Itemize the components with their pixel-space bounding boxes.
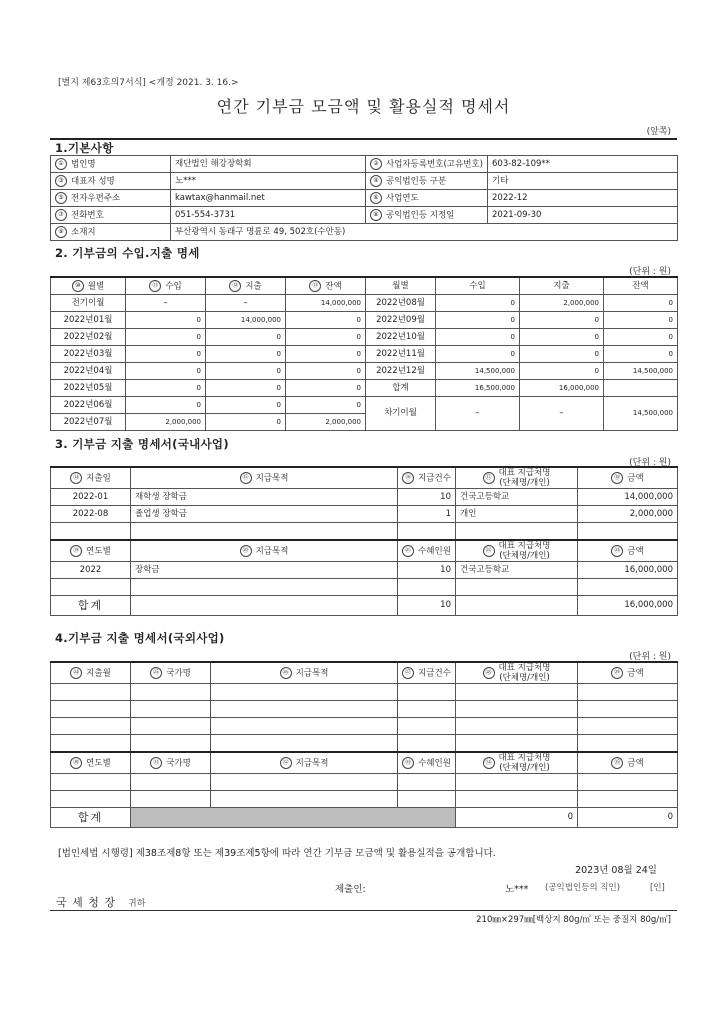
header-label: 금액	[627, 473, 644, 484]
balance-cell: 14,000,000	[286, 295, 366, 312]
item-number: ㉘	[483, 667, 495, 679]
income-cell: 2,000,000	[126, 414, 206, 431]
label-text: 소재지	[71, 227, 96, 238]
item-number: ③	[55, 175, 67, 187]
field-label	[51, 207, 171, 224]
month-cell: 2022년06월	[51, 397, 126, 414]
item-number: ⑲	[70, 545, 82, 557]
col-amount	[578, 752, 678, 774]
header-sublabel: (단체명/개인)	[499, 478, 550, 488]
label-text: 대표자 성명	[71, 176, 115, 187]
header-label: 금액	[627, 668, 644, 679]
item-number: ⑮	[240, 472, 252, 484]
col-payee	[456, 467, 578, 489]
col-amount	[578, 662, 678, 684]
header-label: 지급건수	[418, 668, 451, 679]
field-label	[51, 173, 171, 190]
payee-cell: 건국고등학교	[456, 562, 578, 579]
month-cell: 2022년05월	[51, 380, 126, 397]
purpose-cell: 재학생 장학금	[131, 489, 398, 506]
section2-unit: (단위 : 원)	[629, 267, 671, 277]
expense-cell: 0	[206, 414, 286, 431]
total-count: 10	[398, 596, 456, 616]
empty-row	[51, 684, 678, 701]
expense-cell: 2,000,000	[520, 295, 604, 312]
income-cell: –	[436, 397, 520, 431]
item-number: ⑦	[55, 209, 67, 221]
header-label: 지출	[245, 281, 262, 292]
col-date	[51, 467, 131, 489]
field-label	[51, 224, 171, 241]
expense-cell: 0	[206, 397, 286, 414]
balance-cell: 0	[604, 312, 678, 329]
item-number: ㉑	[402, 545, 414, 557]
header-sublabel: (단체명/개인)	[499, 763, 550, 773]
month-cell: 2022년03월	[51, 346, 126, 363]
month-cell: 2022년11월	[366, 346, 436, 363]
info-row	[51, 173, 678, 190]
month-cell: 2022년07월	[51, 414, 126, 431]
label-text: 법인명	[71, 159, 96, 170]
header-label: 잔액	[325, 281, 342, 292]
form-code: [별지 제63호의7서식] <개정 2021. 3. 16.>	[58, 78, 239, 88]
item-number: ㉛	[150, 757, 162, 769]
col-purpose	[131, 540, 398, 562]
header-sublabel: (단체명/개인)	[499, 551, 550, 561]
month-cell: 2022년01월	[51, 312, 126, 329]
header-label: 대표 지급처명	[498, 663, 551, 673]
item-number: ㉜	[280, 757, 292, 769]
table-row	[51, 346, 678, 363]
field-label	[366, 156, 488, 173]
item-number: ㉖	[280, 667, 292, 679]
balance-cell: 0	[286, 346, 366, 363]
empty-row	[51, 774, 678, 791]
total-row	[51, 596, 678, 616]
empty-row	[51, 523, 678, 541]
submitter-label: 제출인:	[335, 884, 366, 895]
item-number: ⑨	[55, 226, 67, 238]
empty-row	[51, 701, 678, 718]
item-number: ㉒	[483, 545, 495, 557]
col-purpose	[211, 752, 398, 774]
table-header-row	[51, 662, 678, 684]
field-label	[366, 207, 488, 224]
item-number: ㉙	[611, 667, 623, 679]
amount-cell: 14,000,000	[578, 489, 678, 506]
table-header-row	[51, 540, 678, 562]
expense-cell: 0	[206, 363, 286, 380]
section3-unit: (단위 : 원)	[629, 458, 671, 468]
address-row	[51, 224, 678, 241]
label-text: 사업자등록번호(고유번호)	[386, 159, 483, 170]
item-number: ⑤	[55, 192, 67, 204]
legal-basis: [법인세법 시행령] 제38조제8항 또는 제39조제5항에 따라 연간 기부금 모금액 및 활용실적을 공개합니다.	[58, 848, 496, 859]
header-label: 대표 지급처명	[498, 468, 551, 478]
balance-cell: 0	[604, 346, 678, 363]
field-label	[51, 156, 171, 173]
label-text: 공익법인등 구분	[386, 176, 447, 187]
label-text: 전자우편주소	[71, 193, 121, 204]
income-cell: 0	[436, 295, 520, 312]
year-cell: 2022	[51, 562, 131, 579]
header-label: 지출일	[86, 473, 111, 484]
balance-cell	[604, 380, 678, 397]
empty-row	[51, 735, 678, 753]
balance-cell: 0	[604, 295, 678, 312]
col-income	[126, 277, 206, 295]
item-number: ⑫	[229, 280, 241, 292]
balance-cell: 0	[604, 329, 678, 346]
field-value: 2022-12	[488, 190, 678, 207]
income-cell: 0	[436, 312, 520, 329]
submit-date: 2023년 08월 24일	[575, 865, 657, 876]
field-value: kawtax@hanmail.net	[171, 190, 366, 207]
income-cell: 14,500,000	[436, 363, 520, 380]
month-cell: 2022년04월	[51, 363, 126, 380]
item-number: ⑩	[72, 280, 84, 292]
header-label: 대표 지급처명	[498, 541, 551, 551]
col-year	[51, 752, 131, 774]
table-row	[51, 397, 678, 414]
col-year	[51, 540, 131, 562]
payee-cell: 건국고등학교	[456, 489, 578, 506]
amount-cell: 2,000,000	[578, 506, 678, 523]
date-cell: 2022-01	[51, 489, 131, 506]
amount-cell: 16,000,000	[578, 562, 678, 579]
purpose-cell: 장학금	[131, 562, 398, 579]
header-label: 월별	[87, 281, 105, 292]
month-cell: 전기이월	[51, 295, 126, 312]
income-cell: 0	[436, 329, 520, 346]
field-label	[366, 173, 488, 190]
month-cell: 2022년12월	[366, 363, 436, 380]
col-balance	[286, 277, 366, 295]
item-number: ⑧	[370, 209, 382, 221]
col-expense	[206, 277, 286, 295]
table-row	[51, 312, 678, 329]
income-cell: 0	[436, 346, 520, 363]
field-value: 2021-09-30	[488, 207, 678, 224]
col-count	[398, 467, 456, 489]
col-recipients	[398, 540, 456, 562]
col-country	[131, 752, 211, 774]
expense-cell: 14,000,000	[206, 312, 286, 329]
col-purpose	[211, 662, 398, 684]
col-balance-2: 잔액	[604, 277, 678, 295]
total-label: 합계	[51, 808, 131, 828]
col-amount	[578, 540, 678, 562]
front-label: (앞쪽)	[646, 127, 671, 137]
col-recipients	[398, 752, 456, 774]
header-label: 연도별	[86, 758, 111, 769]
expense-cell: 0	[206, 329, 286, 346]
total-row	[51, 808, 678, 828]
balance-cell: 0	[286, 380, 366, 397]
item-number: ㉞	[483, 757, 495, 769]
header-label: 지출월	[86, 668, 111, 679]
empty-row	[51, 791, 678, 808]
item-number: ⑬	[309, 280, 321, 292]
field-value: 기타	[488, 173, 678, 190]
section2-title: 2. 기부금의 수입.지출 명세	[55, 246, 200, 260]
expense-cell: –	[206, 295, 286, 312]
addressee: 국 세 청 장	[56, 896, 116, 909]
col-month	[51, 662, 131, 684]
item-number: ⑳	[240, 545, 252, 557]
header-label: 수입	[165, 281, 182, 292]
item-number: ㉔	[70, 667, 82, 679]
purpose-cell: 졸업생 장학금	[131, 506, 398, 523]
paper-spec: 210㎜×297㎜[백상지 80g/㎡ 또는 중질지 80g/㎡]	[476, 915, 671, 925]
income-cell: –	[126, 295, 206, 312]
header-label: 지급목적	[255, 546, 289, 557]
item-number: ㉗	[402, 667, 414, 679]
income-cell: 0	[126, 380, 206, 397]
empty-row	[51, 718, 678, 735]
form-page	[50, 0, 677, 1024]
income-cell: 0	[126, 363, 206, 380]
balance-cell: 0	[286, 397, 366, 414]
table-row	[51, 295, 678, 312]
info-row	[51, 190, 678, 207]
item-number: ⑭	[70, 472, 82, 484]
col-month	[51, 277, 126, 295]
balance-cell: 14,500,000	[604, 363, 678, 380]
header-label: 수혜인원	[418, 758, 451, 769]
header-label: 지급목적	[295, 668, 329, 679]
header-label: 국가명	[166, 668, 191, 679]
addressee-suffix: 귀하	[128, 899, 146, 909]
col-expense-2: 지출	[520, 277, 604, 295]
header-sublabel: (단체명/개인)	[499, 673, 550, 683]
header-label: 지급목적	[255, 473, 289, 484]
overseas-expense-table	[50, 661, 678, 828]
count-cell: 1	[398, 506, 456, 523]
header-label: 국가명	[166, 758, 191, 769]
section3-title: 3. 기부금 지출 명세서(국내사업)	[55, 437, 229, 451]
label-text: 전화번호	[71, 210, 104, 221]
expense-cell: 0	[520, 363, 604, 380]
field-value: 노***	[171, 173, 366, 190]
expense-cell: 0	[206, 380, 286, 397]
item-number: ㉚	[70, 757, 82, 769]
col-payee	[456, 752, 578, 774]
item-number: ㉕	[150, 667, 162, 679]
item-number: ⑰	[483, 472, 495, 484]
expense-cell: 0	[520, 346, 604, 363]
table-row	[51, 363, 678, 380]
col-income-2: 수입	[436, 277, 520, 295]
item-number: ①	[55, 158, 67, 170]
income-cell: 16,500,000	[436, 380, 520, 397]
table-row	[51, 380, 678, 397]
header-label: 지급건수	[418, 473, 451, 484]
month-cell: 2022년02월	[51, 329, 126, 346]
col-amount	[578, 467, 678, 489]
field-value: 재단법인 해강장학회	[171, 156, 366, 173]
item-number: ⑥	[370, 192, 382, 204]
header-label: 금액	[627, 758, 644, 769]
table-row	[51, 489, 678, 506]
balance-cell: 0	[286, 329, 366, 346]
total-count: 0	[456, 808, 578, 828]
table-row	[51, 562, 678, 579]
month-cell: 2022년08월	[366, 295, 436, 312]
expense-cell: 0	[520, 312, 604, 329]
table-row	[51, 329, 678, 346]
expense-cell: 16,000,000	[520, 380, 604, 397]
col-payee	[456, 662, 578, 684]
expense-cell: 0	[206, 346, 286, 363]
header-label: 금액	[627, 546, 644, 557]
section4-title: 4.기부금 지출 명세서(국외사업)	[55, 631, 225, 645]
form-title: 연간 기부금 모금액 및 활용실적 명세서	[216, 97, 511, 116]
header-label: 연도별	[86, 546, 111, 557]
income-cell: 0	[126, 329, 206, 346]
section4-unit: (단위 : 원)	[629, 652, 671, 662]
col-payee	[456, 540, 578, 562]
income-cell: 0	[126, 346, 206, 363]
total-amount: 16,000,000	[578, 596, 678, 616]
month-cell: 차기이월	[366, 397, 436, 431]
income-cell: 0	[126, 312, 206, 329]
count-cell: 10	[398, 562, 456, 579]
item-number: ㉝	[402, 757, 414, 769]
date-cell: 2022-08	[51, 506, 131, 523]
seal-mark: [인]	[650, 883, 665, 893]
item-number: ⑱	[611, 472, 623, 484]
header-label: 대표 지급처명	[498, 753, 551, 763]
col-purpose	[131, 467, 398, 489]
shaded-cell	[131, 808, 456, 828]
address-value: 부산광역시 동래구 명륜로 49, 502호(수안동)	[171, 224, 678, 241]
empty-row	[51, 579, 678, 596]
item-number: ④	[370, 175, 382, 187]
item-number: ⑪	[149, 280, 161, 292]
month-cell: 합계	[366, 380, 436, 397]
balance-cell: 0	[286, 312, 366, 329]
balance-cell: 14,500,000	[604, 397, 678, 431]
field-label	[51, 190, 171, 207]
domestic-expense-table	[50, 466, 678, 616]
field-label	[366, 190, 488, 207]
item-number: ⑯	[402, 472, 414, 484]
expense-cell: –	[520, 397, 604, 431]
total-amount: 0	[578, 808, 678, 828]
basic-info-table	[50, 155, 678, 241]
info-row	[51, 207, 678, 224]
item-number: ㉓	[611, 545, 623, 557]
payee-cell: 개인	[456, 506, 578, 523]
col-country	[131, 662, 211, 684]
label-text: 공익법인등 지정일	[386, 210, 455, 221]
label-text: 사업연도	[386, 193, 419, 204]
info-row	[51, 156, 678, 173]
month-cell: 2022년09월	[366, 312, 436, 329]
field-value: 051-554-3731	[171, 207, 366, 224]
income-expense-table	[50, 276, 678, 431]
submitter-name: 노***	[505, 884, 529, 895]
col-month-2: 월별	[366, 277, 436, 295]
item-number: ②	[370, 158, 382, 170]
balance-cell: 0	[286, 363, 366, 380]
col-count	[398, 662, 456, 684]
month-cell: 2022년10월	[366, 329, 436, 346]
expense-cell: 0	[520, 329, 604, 346]
balance-cell: 2,000,000	[286, 414, 366, 431]
table-header-row	[51, 752, 678, 774]
section1-title: 1.기본사항	[55, 141, 114, 155]
header-label: 지급목적	[295, 758, 329, 769]
table-header-row	[51, 467, 678, 489]
item-number: ㉟	[611, 757, 623, 769]
table-header-row	[51, 277, 678, 295]
total-label: 합계	[51, 596, 131, 616]
field-value: 603-82-109**	[488, 156, 678, 173]
submitter-role: (공익법인등의 직인)	[545, 883, 621, 893]
header-label: 수혜인원	[418, 546, 451, 557]
income-cell: 0	[126, 397, 206, 414]
table-row	[51, 506, 678, 523]
count-cell: 10	[398, 489, 456, 506]
